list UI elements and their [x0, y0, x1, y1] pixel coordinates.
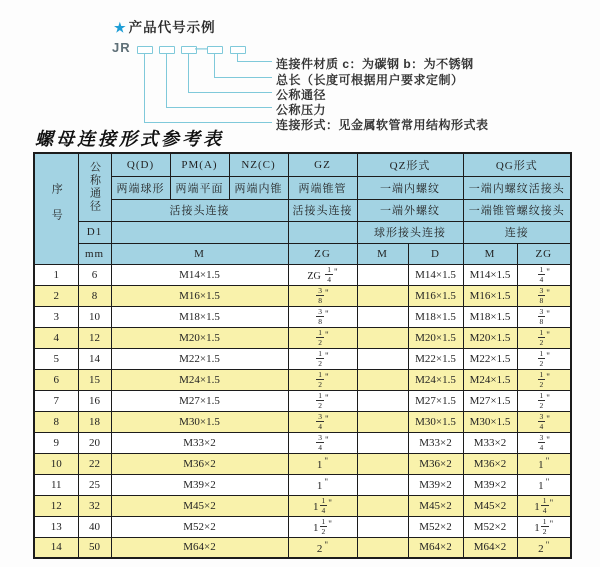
header-row-1 [34, 153, 571, 176]
header-qg-zg-label: ZG [517, 243, 571, 264]
table-row [34, 390, 571, 411]
header-nz-desc: 两端内锥 [229, 176, 288, 199]
gz-cell: $\frac{1}{2}$ " [288, 369, 357, 390]
header-gz-conn: 活接头连接 [288, 199, 357, 221]
table-row [34, 453, 571, 474]
header-qz-d-label: D [408, 243, 463, 264]
qg-m-cell: M20×1.5 [463, 327, 517, 348]
qz-m-cell [357, 348, 408, 369]
dn-cell: 15 [78, 369, 111, 390]
qz-m-cell [357, 495, 408, 516]
seq-cell: 9 [34, 432, 78, 453]
nut-connection-reference-table [33, 152, 572, 559]
qz-m-cell [357, 453, 408, 474]
gz-cell: $\frac{3}{4}$ " [288, 432, 357, 453]
m-cell: M16×1.5 [111, 285, 288, 306]
m-cell: M30×1.5 [111, 411, 288, 432]
header-m-label: M [111, 243, 288, 264]
header-col-nz: NZ(C) [229, 153, 288, 176]
qz-m-cell [357, 516, 408, 537]
gz-cell: $\frac{1}{2}$ " [288, 390, 357, 411]
seq-cell: 11 [34, 474, 78, 495]
dn-cell: 40 [78, 516, 111, 537]
header-seq: 序号 [34, 153, 78, 264]
star-icon: ★ [114, 20, 127, 35]
qg-zg-cell: $\frac{3}{8}$ " [517, 306, 571, 327]
qg-zg-cell: $\frac{1}{2}$ " [517, 390, 571, 411]
header-row-2 [34, 176, 571, 199]
qg-zg-cell: $\frac{1}{2}$ " [517, 369, 571, 390]
header-col-qg: QG形式 [463, 153, 571, 176]
table-row [34, 348, 571, 369]
qg-zg-cell: 1 " [517, 474, 571, 495]
qz-m-cell [357, 432, 408, 453]
m-cell: M52×2 [111, 516, 288, 537]
dn-cell: 16 [78, 390, 111, 411]
qg-m-cell: M64×2 [463, 537, 517, 558]
seq-cell: 4 [34, 327, 78, 348]
qz-m-cell [357, 264, 408, 285]
dn-cell: 20 [78, 432, 111, 453]
seq-cell: 8 [34, 411, 78, 432]
qg-m-cell: M24×1.5 [463, 369, 517, 390]
header-qz-m-label: M [357, 243, 408, 264]
qz-m-cell [357, 369, 408, 390]
qz-m-cell [357, 411, 408, 432]
qz-d-cell: M16×1.5 [408, 285, 463, 306]
table-header [34, 153, 571, 264]
qg-zg-cell: 1 $\frac{1}{2}$ " [517, 516, 571, 537]
code-prefix: JR [112, 40, 131, 55]
table-row [34, 306, 571, 327]
seq-cell: 7 [34, 390, 78, 411]
qz-m-cell [357, 390, 408, 411]
gz-cell: $\frac{3}{8}$ " [288, 306, 357, 327]
dn-cell: 32 [78, 495, 111, 516]
header-dn: 公称通径 [78, 153, 111, 221]
gz-cell: $\frac{3}{4}$ " [288, 411, 357, 432]
seq-cell: 1 [34, 264, 78, 285]
seq-cell: 5 [34, 348, 78, 369]
m-cell: M20×1.5 [111, 327, 288, 348]
seq-cell: 3 [34, 306, 78, 327]
qz-d-cell: M64×2 [408, 537, 463, 558]
gz-cell: $\frac{3}{8}$ " [288, 285, 357, 306]
table-row [34, 327, 571, 348]
qz-d-cell: M22×1.5 [408, 348, 463, 369]
qg-zg-cell: 1 " [517, 453, 571, 474]
m-cell: M14×1.5 [111, 264, 288, 285]
qg-zg-cell: 1 $\frac{1}{4}$ " [517, 495, 571, 516]
qz-d-cell: M18×1.5 [408, 306, 463, 327]
header-union-conn: 活接头连接 [111, 199, 288, 221]
header-col-gz: GZ [288, 153, 357, 176]
dn-cell: 12 [78, 327, 111, 348]
table-body [34, 264, 571, 558]
m-cell: M39×2 [111, 474, 288, 495]
dash-separator: — [195, 41, 207, 55]
label-nominal-pressure: 公称压力 [276, 103, 327, 117]
qg-zg-cell: $\frac{1}{2}$ " [517, 348, 571, 369]
seq-cell: 10 [34, 453, 78, 474]
header-qg-m-label: M [463, 243, 517, 264]
gz-cell: 1 $\frac{1}{2}$ " [288, 516, 357, 537]
header-col-qz: QZ形式 [357, 153, 463, 176]
header-zg-label: ZG [288, 243, 357, 264]
table-row [34, 516, 571, 537]
header-empty-left [111, 221, 288, 243]
gz-cell: 2 " [288, 537, 357, 558]
qz-d-cell: M30×1.5 [408, 411, 463, 432]
qg-m-cell: M52×2 [463, 516, 517, 537]
qg-zg-cell: $\frac{3}{4}$ " [517, 411, 571, 432]
qg-m-cell: M14×1.5 [463, 264, 517, 285]
label-nominal-diameter: 公称通径 [276, 88, 327, 102]
header-row-5 [34, 243, 571, 264]
header-qg-conn: 连接 [463, 221, 571, 243]
seq-cell: 14 [34, 537, 78, 558]
m-cell: M33×2 [111, 432, 288, 453]
header-empty-gz [288, 221, 357, 243]
qg-m-cell: M36×2 [463, 453, 517, 474]
header-qz-desc2: 一端外螺纹 [357, 199, 463, 221]
qg-zg-cell: $\frac{1}{2}$ " [517, 327, 571, 348]
qz-d-cell: M45×2 [408, 495, 463, 516]
seq-cell: 2 [34, 285, 78, 306]
m-cell: M64×2 [111, 537, 288, 558]
table-row [34, 537, 571, 558]
label-connector-material: 连接件材质 c：为碳钢 b：为不锈钢 [276, 57, 474, 71]
m-cell: M36×2 [111, 453, 288, 474]
qz-d-cell: M33×2 [408, 432, 463, 453]
table-row [34, 495, 571, 516]
qg-zg-cell: $\frac{3}{4}$ " [517, 432, 571, 453]
qz-m-cell [357, 285, 408, 306]
qg-zg-cell: 2 " [517, 537, 571, 558]
gz-cell: $\frac{1}{2}$ " [288, 327, 357, 348]
header-mm: mm [78, 243, 111, 264]
label-total-length: 总长（长度可根据用户要求定制） [276, 73, 464, 87]
seq-cell: 12 [34, 495, 78, 516]
qz-d-cell: M27×1.5 [408, 390, 463, 411]
product-code-heading-text: 产品代号示例 [128, 20, 216, 35]
gz-cell: 1 " [288, 474, 357, 495]
dn-cell: 22 [78, 453, 111, 474]
m-cell: M18×1.5 [111, 306, 288, 327]
header-gz-desc: 两端锥管 [288, 176, 357, 199]
qz-d-cell: M20×1.5 [408, 327, 463, 348]
header-col-q: Q(D) [111, 153, 170, 176]
table-row [34, 369, 571, 390]
qg-m-cell: M27×1.5 [463, 390, 517, 411]
table-row [34, 432, 571, 453]
qz-d-cell: M39×2 [408, 474, 463, 495]
header-qz-desc1: 一端内螺纹 [357, 176, 463, 199]
qz-d-cell: M36×2 [408, 453, 463, 474]
header-qg-desc2: 一端锥管螺纹接头 [463, 199, 571, 221]
qz-d-cell: M52×2 [408, 516, 463, 537]
qz-m-cell [357, 306, 408, 327]
dn-cell: 25 [78, 474, 111, 495]
m-cell: M22×1.5 [111, 348, 288, 369]
table-title: 螺母连接形式参考表 [35, 129, 224, 149]
table-row [34, 411, 571, 432]
qz-m-cell [357, 327, 408, 348]
qg-m-cell: M39×2 [463, 474, 517, 495]
product-code-heading [114, 16, 216, 36]
label-connection-form: 连接形式：见金属软管常用结构形式表 [276, 118, 489, 132]
gz-cell: 1 $\frac{1}{4}$ " [288, 495, 357, 516]
header-d1: D1 [78, 221, 111, 243]
dn-cell: 10 [78, 306, 111, 327]
seq-cell: 13 [34, 516, 78, 537]
table-row [34, 264, 571, 285]
table-row [34, 285, 571, 306]
dn-cell: 14 [78, 348, 111, 369]
dn-cell: 18 [78, 411, 111, 432]
m-cell: M27×1.5 [111, 390, 288, 411]
qg-m-cell: M18×1.5 [463, 306, 517, 327]
header-qz-conn: 球形接头连接 [357, 221, 463, 243]
qg-m-cell: M16×1.5 [463, 285, 517, 306]
header-col-pm: PM(A) [170, 153, 229, 176]
qz-d-cell: M14×1.5 [408, 264, 463, 285]
qz-d-cell: M24×1.5 [408, 369, 463, 390]
qg-m-cell: M22×1.5 [463, 348, 517, 369]
qz-m-cell [357, 537, 408, 558]
gz-cell: $\frac{1}{2}$ " [288, 348, 357, 369]
table-row [34, 474, 571, 495]
qg-m-cell: M45×2 [463, 495, 517, 516]
qz-m-cell [357, 474, 408, 495]
connector-line-form [144, 53, 272, 123]
header-row-4 [34, 221, 571, 243]
m-cell: M45×2 [111, 495, 288, 516]
m-cell: M24×1.5 [111, 369, 288, 390]
header-q-desc: 两端球形 [111, 176, 170, 199]
header-pm-desc: 两端平面 [170, 176, 229, 199]
gz-cell: 1 " [288, 453, 357, 474]
qg-zg-cell: $\frac{1}{4}$ " [517, 264, 571, 285]
dn-cell: 6 [78, 264, 111, 285]
gz-cell: ZG $\frac{1}{4}$ " [288, 264, 357, 285]
qg-zg-cell: $\frac{3}{8}$ " [517, 285, 571, 306]
qg-m-cell: M30×1.5 [463, 411, 517, 432]
seq-cell: 6 [34, 369, 78, 390]
qg-m-cell: M33×2 [463, 432, 517, 453]
header-row-3 [34, 199, 571, 221]
dn-cell: 8 [78, 285, 111, 306]
dn-cell: 50 [78, 537, 111, 558]
header-qg-desc1: 一端内螺纹活接头 [463, 176, 571, 199]
